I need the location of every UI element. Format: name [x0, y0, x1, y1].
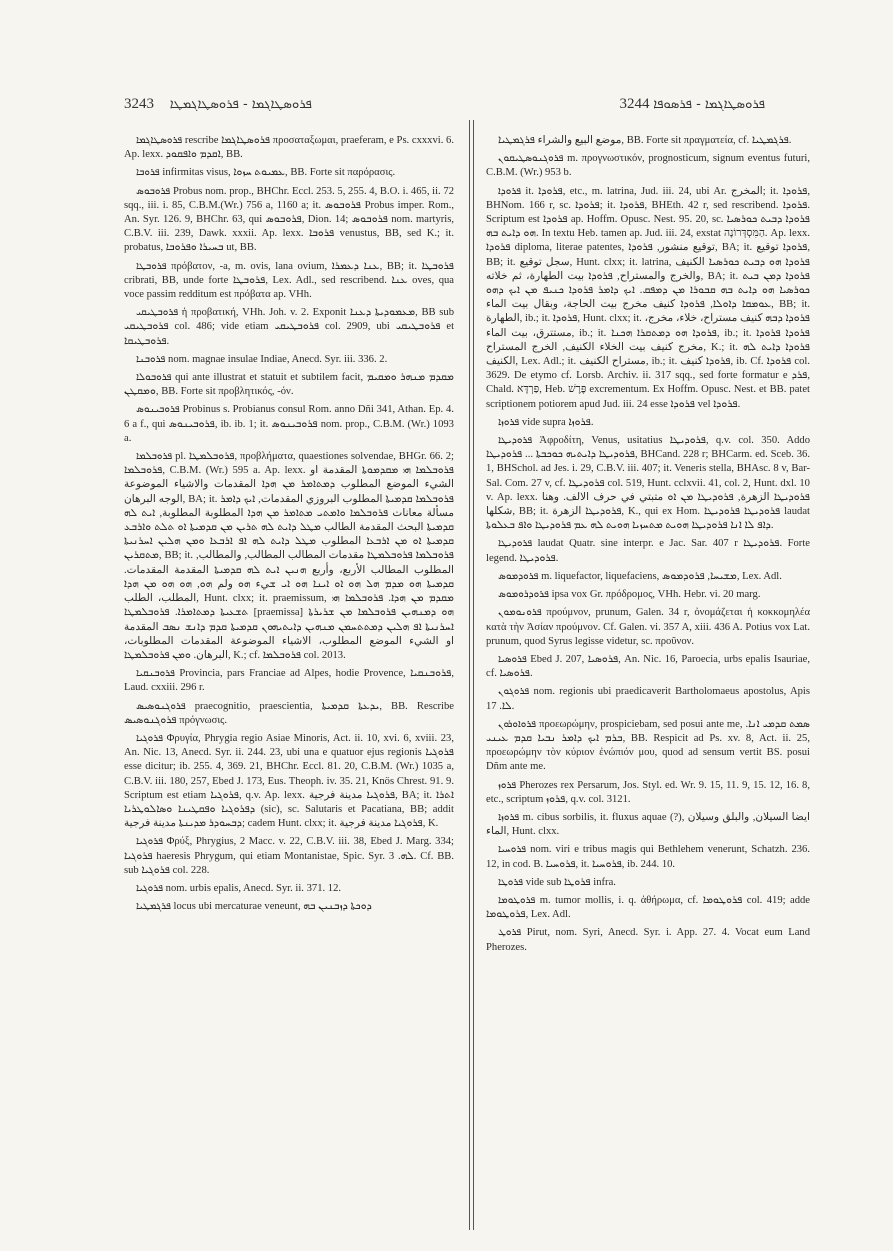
entry-text: موضع البيع والشراء ܦܪܓܡܛܝܐ, BB. Forte sit πραγματεία, cf. ܦܪܓܡܛܝܐ. — [498, 135, 792, 146]
entry-text: Φρύξ, Phrygius, 2 Macc. v. 22, C.B.V. iii. 38, Ebed J. Marg. 334; ܦܪܘܓܝܐ haeresis Phrygum, qui etiam Montanistae, Spic. Syr. ܠܗ. 3. Cf. BB. sub ܦܪܘܓܝܐ col. 228. — [124, 836, 454, 876]
entry-text: Pherozes rex Persarum, Jos. Styl. ed. Wr. 9. 15, 11. 9, 15. 12, 16. 8, etc., scriptum ܦܪܘܙ, q.v. col. 3121. — [486, 779, 810, 805]
entry-headword: ܦܪܘܒܛܐ — [136, 260, 167, 272]
entry-text: locus ubi mercaturae veneunt, ܕܘܟܬܐ ܕܙܒܢܝܢ ܒܗ — [173, 901, 372, 913]
right-page-header — [620, 96, 805, 113]
dictionary-entry — [124, 667, 454, 695]
entry-text: Pirut, nom. Syri, Anecd. Syr. i. App. 27. 4. Vocat eum Land Pherozes. — [486, 927, 810, 953]
column-divider-inner — [473, 120, 474, 1230]
entry-headword: ܦܪܘܒܛܝܩܝ — [136, 307, 179, 319]
entry-text: m. προγνωστικόν, prognosticum, signum eventus futuri, C.B.M. (Wr.) 953 b. — [486, 153, 810, 179]
entry-text: vide supra ܦܪܘܙܐ. — [521, 416, 594, 428]
dictionary-entry — [124, 732, 454, 831]
left-page-number: 3243 — [124, 96, 154, 112]
entry-headword: ܦܪܘܣܝܐ — [498, 653, 527, 665]
dictionary-entry — [124, 882, 454, 896]
entry-headword: ܦܪܘܛ — [498, 927, 522, 939]
entry-headword: ܦܪܘܢܘܡܘܢ — [498, 607, 542, 619]
dictionary-entry — [486, 606, 810, 649]
entry-text: m. liquefactor, liquefaciens, ܡܫܝܚܐ, ܦܪܘܕܡܘܣ, Lex. Adl. — [541, 570, 782, 582]
entry-headword: ܦܪܘܕܐ — [498, 185, 522, 197]
dictionary-entry — [486, 685, 810, 713]
entry-headword: ܦܪܘܓܝܐ — [136, 882, 163, 894]
entry-text: pl. ܦܪܘܒܠܡܛܐ, προβλήματα, quaestiones solvendae, BHGr. 66. 2; ܦܪܘܒܠܡܐ, C.B.M. (Wr.) 595 a. Ap. lexx. ܦܪܘܒܠܡܐ ܗܝ ܡܩܕܡܘܬܐ المقدمة او الشيء الموضع المطلوب ܕܡܬܐܡܪ ܡܢ ܗܕܐ المقدمات والاشياء الموضوعة الوجه البرهان, BA; it. ܦܪܘܒܠܡܐ ܩܕܡܝܬܐ المطلوب البروزي المقدمات, ܐܝܟ ܕܐܡܪ مسألة معانات ܦܪܘܒܠܡܐ ܘܐܡܬܝ ܡܬܐܡܪ ܡܢ ܗܕܐ المطلوبة المطلوبة, ܐܝܬ ܠܗ ܩܕܡܝܬܐ البحث المقدمة الطالب ܡܛܠ ܕܐܝܬ ܠܗ ܬܪܝܢ ܡܢ ܩܕܡܝܬܐ ܐܘ ܬܠܬ ܘܐܪܒܥ ܩܕܡܝܬܐ ܐܘ ܡܢ ܐܪܒܥܐ المطلوب ܡܛܠ ܕܐܝܬ ܠܗ ܐܦ ܐܪܒܥܐ ܘܡܢ ܗܠܝܢ ܐܚܪܢܝܬܐ ܡܬܩܪܝܢ, BB; it. ܦܪܘܒܠܡܐ ܦܪܘܒܠܡܛܐ مقدمات المطالب المطالب, والمطالب, المطلوب المطالب الأربع، وأربع ܗܢܝܢ ܐܝܬ ܠܗ ܩܕܡܝܬܐ المقدمة المقدمات. ܩܕܡܝܬܐ ܗܘ ܡܕܡ ܗܠ ܗܘ ܐܘ ܐܝܢܐ ܗܘ ܐܝ ܫيء ܗܘ ولم ܗܘ, ܗܘ ܗܘ ܡܢ ܗܕܐ المطلب، الطلب, Hunt. clxx; it. praemissum, ܡܩܕܡ ܡܢ ܗܕܐ. ܦܪܘܒܠܡܐ ܗܝ ܬܫܥܝܬܐ ܕܡܬܐܡܪܐ. ܦܪܘܒܠܡܛܐ [praemissa] ܗܘ ܕܡܢܗܝܢ ܦܪܘܒܠܡܐ ܡܢ ܫܪܝܪܬܐ ܐܚܪܢܝܬܐ ܐܦ ܗܠܝܢ ܕܡܬܬܚܡܢ ܡܢܗܝܢ ܕܐܝܬܝܗܘܢ ܩܕܡܝܬܐ ܩܕܡ ܕܐܢܫ ܢܣܒ المقدمة او الشيء الموضع المطلوب، الاشياء الموضوعة المقدمات المطلوبات، البرهان. ܘܡܢ ܦܪܘܒܠܡܛܐ, K.; cf. ܦܪܘܒܠܡܐ col. 2013. — [124, 451, 454, 661]
dictionary-entry — [486, 588, 810, 602]
entry-text: Ἀφροδίτη, Venus, usitatius ܦܪܘܕܝܛܐ, q.v. col. 350. Addo ܦܪܘܕܝܛܐ ܕܐܝܬܝܗ ܟܘܟܒܬܐ ... ܦܪܘܕܝܛܐ, BHCand. 228 r; BHCarm. ed. Sceb. 36. 1, BHSchol. ad Jes. i. 29, C.B.V. iii. 407; it. Veneris stella, BHAsc. 8 v, Bar-Sal. Com. 27 v, cf. ܦܪܘܕܝܛܐ col. 519, Hunt. cclxvii. 41, col. 2, Hunt. dxl. 10 v. Ap. lexx. ܦܪܘܕܝܛܐ الزهرة, ܦܪܘܕܝܛܐ ܡܢ ܐܘ متبتي في حرف الالف. وهنا شكلها, BB; it. ܦܪܘܕܝܛܐ الزهرة, K., qui ex Hom. ܦܪܘܕܝܛܐ ܦܪܘܕܝܛܐ laudat ܕܐܦ ܠܐ ܐܢܐ ܦܪܘܕܝܛܐ ܗܘܝܬ ܡܬܚܙܝܐ ܗܘܝܬ ܠܗ ܥܡ ܦܪܘܕܝܛܐ ܘܐܦ ܒܥܠܘܬܐ. — [486, 435, 810, 532]
entry-headword: ܦܪܘܓܝܐ — [136, 732, 163, 744]
entry-headword: ܦܪܘܓܘܢ — [498, 686, 530, 698]
entry-text: ἡ προβατική, VHh. Joh. v. 2. Exponit ܡܥܡܘܕܝܬܐ ܕܥܢܐ, BB sub ܦܪܘܒܛܝܩܝ col. 486; vide etiam ܦܪܘܒܛܝܩܝ col. 2909, ubi ܦܪܘܒܛܝܩܝ et ܦܪܘܒܛܝܩܐ. — [124, 307, 454, 347]
entry-text: προεωρώμην, prospiciebam, sed posui ante me, ܣܡܬ ܩܕܡܝ ܐܢܐ. ܒܪܡ ܐܝܟ ܕܐܡܪ ܢܒܝܐ ܩܕܡ ܥܝܢܝ, BB. Respicit ad Ps. xv. 8, Act. ii. 25, προεωρώμην τὸν κύριον ἐνώπιόν μου, quod ad sensum vertit BS. posui Dñm ante me. — [486, 718, 810, 773]
dictionary-entry — [486, 926, 810, 954]
dictionary-entry — [486, 152, 810, 180]
dictionary-entry — [486, 894, 810, 922]
entry-headword: ܦܪܘܕܡܘܣ — [498, 570, 539, 582]
right-page-number: 3244 — [619, 96, 650, 112]
dictionary-entry — [486, 843, 810, 871]
left-column — [124, 134, 454, 1234]
entry-text: m. tumor mollis, i. q. ἀθήρωμα, cf. ܦܪܘܛܘܡܐ col. 419; adde ܦܪܘܛܘܡܐ, Lex. Adl. — [486, 894, 810, 921]
entry-headword: ܦܪܘܚܝܐ — [498, 844, 527, 856]
entry-headword: ܦܪܘܒܐ — [136, 167, 160, 179]
entry-headword: ܦܪܘܐܘܪܘܢ — [498, 718, 537, 730]
entry-headword: ܦܪܘܛܘܡܐ — [498, 894, 536, 906]
dictionary-entry — [486, 185, 810, 412]
entry-headword: ܦܪܘܒܢܐ — [136, 353, 166, 365]
entry-headword: ܦܪܘܕܪܘܡܘܣ — [498, 589, 549, 601]
entry-headword: ܦܪܘܙܐ — [498, 811, 520, 823]
dictionary-entry — [124, 403, 454, 446]
entry-headword: ܦܪܘܓܢܘܣܝܣ — [136, 700, 186, 712]
dictionary-entry — [486, 779, 810, 807]
entry-text: προύμνον, prunum, Galen. 34 r, ὀνομάζεται ἡ κοκκομηλέα κατὰ τὴν Ἀσίαν προύμνον. Cf. Galen. vi. 357 A, xiii. 436 A. Potius vox Lat. prunum, quod Syrus legisse videtur, sc. προῦνον. — [486, 607, 810, 647]
entry-headword: ܦܪܘܛܐ — [498, 876, 524, 888]
right-running-head: ܦܪܘܣܛܐܓܡܐ - ܦܪܣܘܦܐ — [653, 97, 765, 112]
entry-text: nom. viri e tribus magis qui Bethlehem venerunt, Schatzh. 236. 12, in cod. B. ܦܪܘܚܝܐ, it. ܦܪܘܚܝܐ, ib. 244. 10. — [486, 844, 810, 870]
dictionary-entry — [486, 718, 810, 775]
dictionary-entry — [486, 811, 810, 839]
dictionary-entry — [124, 134, 454, 162]
dictionary-entry — [486, 876, 810, 890]
dictionary-entry — [124, 371, 454, 399]
dictionary-entry — [486, 653, 810, 681]
entry-text: infirmitas visus, ܥܡܝܘܬ ܚܙܘܐ, BB. Forte sit παρόρασις. — [162, 167, 396, 179]
entry-headword: ܦܪܘܒܠܡܐ — [136, 451, 173, 463]
dictionary-entry — [124, 306, 454, 349]
entry-text: Provincia, pars Franciae ad Alpes, hodie Provence, ܦܪܘܒܢܩܝܐ, Laud. cxxiii. 296 r. — [124, 668, 454, 694]
left-running-head: ܦܪܘܣܛܐܓܡܐ - ܦܪܘܣܛܐܓܡܛܐ — [169, 97, 312, 112]
dictionary-entry — [124, 185, 454, 256]
entry-text: qui ante illustrat et statuit et subtilem facit, ܡܩܕܡ ܡܢܗܪ ܘܡܩܝܡ ܘܡܩܛܢ, BB. Forte sit προβλητικός, -όν. — [124, 372, 454, 398]
dictionary-entry — [124, 835, 454, 878]
dictionary-entry — [486, 434, 810, 533]
dictionary-entry — [124, 700, 454, 728]
entry-headword: ܦܪܘܕܝܛܐ — [498, 435, 533, 447]
left-page-header — [124, 96, 312, 113]
entry-text: ipsa vox Gr. πρόδρομος, VHh. Hebr. vi. 20 marg. — [551, 589, 761, 601]
entry-headword: ܦܪܘܕܝܛܐ — [498, 538, 533, 550]
entry-text: Φρυγία, Phrygia regio Asiae Minoris, Act. ii. 10, xvi. 6, xviii. 23, An. Nic. 13, Anecd. Syr. ii. 244. 23, ubi una e quatuor ejus regionis ܦܪܘܓܝܐ esse dicitur; ib. 255. 4, 369. 21, BHChr. Eccl. 81. 20, C.B.M. (Wr.) 1035 a, C.B.V. iii. 180, 257, Ebed J. 173, Eus. Theoph. iv. 35. 21, Knös Chrest. 91. 9. Scriptum est etiam ܦܪܘܓܝܐ, q.v. Ap. lexx. ܦܪܘܓܝܐ مدينة فرجية, BA; it. ܐܬܪܐ ܕܦܪܘܓܝܐ ܘܦܩܛܝܢܐ ܘܣܐܠܘܛܪܝܐ (sic), sc. Salutaris et Pacatiana, BB; addit ܕܒܚܘܕܪ ܡܕܝܢܬܐ مدينة فرجية; cadem Hunt. clxx; it. ܦܪܘܓܝܐ مدينة فرجية, K. — [124, 732, 454, 830]
entry-text: πρόβατον, -a, m. ovis, lana ovium, ܥܢܐ ܕܥܡܪܐ, BB; it. ܦܪܘܒܛܐ cribrati, BB, unde forte ܦܪܘܒܛܐ, Lex. Adl., sed rescribend. ܥܢܐ oves, qua voce passim redditum est πρόβατα ap. VHh. — [124, 260, 454, 301]
entry-headword: ܦܪܘܒܝܢܘܣ — [136, 404, 180, 416]
right-column — [486, 134, 810, 1234]
dictionary-entry — [124, 166, 454, 180]
entry-text: praecognitio, praescientia, ܝܕܥܬܐ ܩܕܡܝܬܐ, BB. Rescribe ܦܪܘܓܢܘܣܝܣ πρόγνωσις. — [124, 700, 454, 726]
entry-text: Probus nom. prop., BHChr. Eccl. 253. 5, 255. 4, B.O. i. 465, ii. 72 sqq., iii. i. 85, C.B.M.(Wr.) 756 a, 1160 a; it. ܦܪܘܒܘܣ Probus imper. Rom., An. Syr. 126. 9, BHChr. 63, qui ܦܪܘܒܘܣ, Dion. 14; ܦܪܘܒܘܣ nom. martyris, C.B.V. iii. 239, Dawk. xxxii. Ap. lexx. ܦܪܘܒܐ venustus, BB, sed K.; it. probatus, ܒܚܝܪܐ ܘܦܪܘܒܐ ut, BB. — [124, 185, 454, 254]
dictionary-entry — [124, 900, 454, 914]
entry-text: nom. regionis ubi praedicaverit Bartholomaeus apostolus, Apis ܠܐ. 17. — [486, 686, 810, 712]
dictionary-entry — [486, 570, 810, 584]
entry-headword: ܦܪܘܙܐ — [498, 416, 520, 428]
column-divider — [469, 120, 470, 1230]
dictionary-entry — [124, 260, 454, 303]
entry-text: laudat Quatr. sine interpr. e Jac. Sar. 407 r ܦܪܘܕܝܛܐ. Forte legend. ܦܪܘܕܝܛܐ. — [486, 538, 810, 564]
entry-text: Probinus s. Probianus consul Rom. anno Dñi 341, Athan. Ep. 4. 6 a f., qui ܦܪܘܒܝܢܘܣ, ib. ib. 1; it. ܦܪܘܒܝܢܘܣ nom. prop., C.B.M. (Wr.) 1093 a. — [124, 404, 454, 444]
entry-headword: ܦܪܘܓܢܘܣܛܝܩܘܢ — [498, 153, 564, 165]
entry-headword: ܦܪܘܙ — [498, 779, 517, 791]
entry-text: vide sub ܦܪܘܛܐ infra. — [525, 876, 616, 888]
entry-headword: ܦܪܘܒܘܣ — [136, 185, 171, 197]
entry-text: rescribe ܦܪܘܣܛܐܓܡܐ προσαταξωμαι, praeferam, e Ps. cxxxvi. 6. Ap. lexx. ܐܩܕܡ ܘܐܦܩܘܕ, BB. — [124, 135, 454, 161]
entry-text: it. ܦܪܘܕܐ, etc., m. latrina, Jud. iii. 24, ubi Ar. المخرج; it. ܦܪܘܕܐ, BHNom. 166 r, sc. ܦܪܘܕܐ; it. ܦܪܘܕܐ, BHEth. 42 r, sed rescribend. ܦܪܘܕܐ. Scriptum est ܦܪܘܕܐ ap. Hoffm. Opusc. Nest. 95. 20, sc. ܦܪܘܕܐ ܕܒܝܬ ܟܘܪܣܝܐ ܗܘ ܕܐܝܬ ܒܗ. In textu Heb. tamen ap. Jud. iii. 24, exstat הַמִּסְדְּרוֹנָה. Ap. lexx. ܦܪܘܕܐ diploma, literae patentes, توقيع منشور, ܦܪܘܕܐ, BA; it. ܦܪܘܕܐ توقيع, BB; it. سجل توقيع, Hunt. clxx; it. latrina, ܦܪܘܕܐ ܗܘ ܕܒܝܬ ܟܘܪܣܝܐ الكنيف والخرج والمستراح, ܦܪܘܕܐ بيت الطهارة، ثم خلاته, BA; it. ܦܪܘܕܐ ܕܡܢ ܒܝܬ ܟܘܪܣܝܐ ܗܘ ܕܐܝܬ ܒܗ ܩܒܘܪܐ ܡܢ ܕܡܦܩ. ܐܝܟ ܕܐܡܪ ܦܪܘܕܐ ܟܢܝܦ ܡܢ ܐܝܟ ܕܗܘ ܥܘܡܩܐ ܕܐܘܠܐ, ܦܪܘܕܐ كنيف مخرج بيت الحاجة، وبقال بيت الماء, BB; it. الطهارة, ib.; it. ܦܪܘܕܐ, Hunt. clxx; it. ܦܪܘܕܐ ܕܒܗ كنيف مستراح، خلاء، مخرج، مستترق، بيت الماء, ib.; it. ܦܪܘܕܐ ܗܘ ܕܡܬܩܪܐ ܗܟܢܐ, ib.; it. ܦܪܘܕܐ ܦܪܘܕܐ مخرج كنيف بيت الخلاء الكنيف, الخرج المستراح, K.; it. ܦܪܘܕܐ ܕܐܝܬ ܠܗ الكنيف, Lex. Adl.; it. مستراح الكنيف, ib.; it. ܦܪܘܕܐ كنيف, ib. Cf. ܦܪܘܕܐ col. 3629. De etymo cf. Lorsb. Archiv. ii. 317 sqq., sed forte formatur e ܦܪܕ, Chald. פַּרְדָּא, Heb. פֶּרֶשׁ excrementum. Ex Hoffm. Opusc. Nest. et BB. patet scriptionem potiorem apud Jud. iii. 24 esse ܦܪܘܕܐ vel ܦܪܘܕܐ. — [486, 185, 810, 410]
entry-headword: ܦܪܘܒܢܩܝܐ — [136, 668, 175, 680]
entry-text: Ebed J. 207, ܦܪܘܣܝܐ, An. Nic. 16, Paroecia, urbs epalis Isauriae, cf. ܦܪܘܣܝܐ. — [486, 653, 810, 680]
entry-text: nom. urbis epalis, Anecd. Syr. ii. 371. 12. — [165, 882, 342, 894]
entry-headword: ܦܪܓܡܛܝܐ — [136, 901, 171, 913]
entry-headword: ܦܪܘܒܘܠܐ — [136, 372, 172, 384]
dictionary-entry — [486, 134, 810, 148]
dictionary-entry — [486, 416, 810, 430]
entry-headword: ܦܪܘܓܝܐ — [136, 836, 163, 848]
entry-headword: ܦܪܘܣܛܐܓܡܐ — [136, 135, 183, 146]
entry-text: nom. magnae insulae Indiae, Anecd. Syr. iii. 336. 2. — [168, 353, 388, 365]
dictionary-entry — [486, 537, 810, 565]
entry-text: m. cibus sorbilis, it. fluxus aquae (?), ایضا السیلان, والبلق وسیلان الماء, Hunt. clxx. — [486, 811, 810, 838]
dictionary-entry — [124, 450, 454, 663]
dictionary-entry — [124, 353, 454, 367]
